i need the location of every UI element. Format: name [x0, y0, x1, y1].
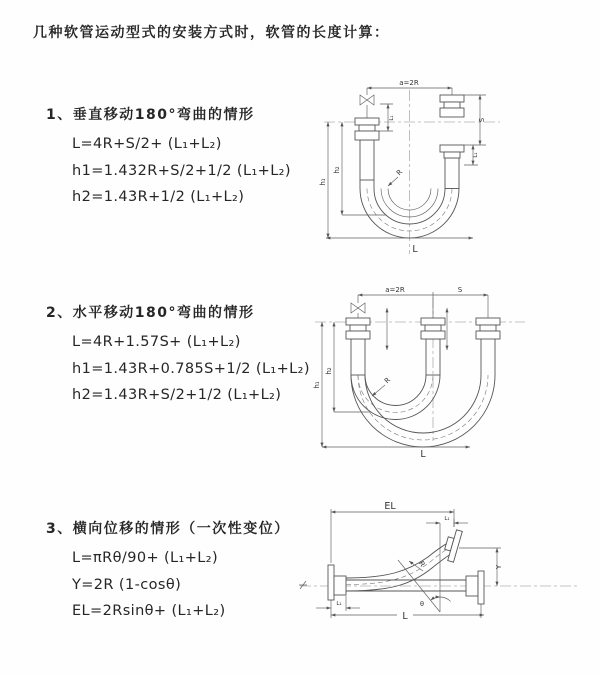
pipe-fittings — [346, 318, 500, 339]
dim-label-h1: h₁ — [319, 178, 327, 186]
braided-hose-section — [360, 140, 374, 180]
formula-line: EL=2Rsinθ+ (L₁+L₂) — [72, 603, 226, 619]
braided-hose-section — [351, 339, 365, 375]
section-heading: 3、横向位移的情形（一次性变位） — [46, 521, 290, 537]
valve-icon — [351, 303, 365, 313]
formula-line: h1=1.43R+0.785S+1/2 (L₁+L₂) — [72, 360, 310, 377]
formula-line: L=4R+1.57S+ (L₁+L₂) — [72, 334, 241, 350]
hose-assembly — [328, 528, 484, 604]
formula-line: h2=1.43R+S/2+1/2 (L₁+L₂) — [72, 387, 282, 403]
dimension-a2r-s — [358, 286, 488, 318]
diagram-lateral-displacement — [296, 501, 598, 647]
dim-label-r: R — [383, 376, 393, 386]
braided-hose-section — [445, 158, 459, 189]
dim-label-a2r: a=2R — [399, 79, 419, 87]
dim-label-l1: L₁ — [389, 115, 395, 121]
dimension-l — [326, 238, 473, 255]
section-heading: 1、垂直移动180°弯曲的情形 — [46, 107, 255, 123]
formula-line: Y=2R (1-cosθ) — [72, 576, 182, 593]
formula-line: h1=1.432R+S/2+1/2 (L₁+L₂) — [72, 162, 291, 179]
dim-label-l1: L₁ — [444, 516, 450, 522]
radius-callout — [372, 376, 392, 396]
dim-label-r: R — [395, 168, 405, 178]
dim-label-l1: L₁ — [473, 152, 479, 158]
angle-construction — [398, 523, 451, 612]
hose-assembly — [351, 339, 495, 447]
dimension-l — [322, 447, 470, 459]
dim-label-el: EL — [384, 501, 396, 512]
left-flange — [328, 565, 334, 600]
diagram-horizontal-180-bend — [310, 281, 588, 463]
page-title: 几种软管运动型式的安装方式时，软管的长度计算： — [33, 25, 390, 41]
dimension-l1-left — [379, 104, 395, 131]
dimension-h1-h2 — [313, 322, 370, 447]
formula-line: h2=1.43R+1/2 (L₁+L₂) — [72, 189, 245, 205]
radius-callout — [388, 168, 404, 186]
right-flange-original-position — [478, 571, 484, 604]
technical-drawing-u-hose-horizontal — [310, 281, 588, 459]
valve-icon — [360, 95, 374, 105]
dimension-s — [464, 95, 486, 165]
upper-flange-displaced-position — [442, 528, 462, 562]
dim-label-h2: h₂ — [333, 166, 341, 174]
dimension-el — [331, 501, 454, 563]
dim-label-l: L — [402, 611, 408, 622]
section-lateral-displacement — [46, 518, 290, 625]
dimension-l — [331, 600, 484, 622]
dim-label-a2r: a=2R — [385, 286, 405, 294]
formula-line: L=4R+S/2+ (L₁+L₂) — [72, 136, 222, 152]
section-heading: 2、水平移动180°弯曲的情形 — [46, 305, 255, 321]
centerlines — [324, 90, 500, 254]
dim-label-s: S — [457, 286, 463, 294]
dim-label-y: Y — [495, 564, 503, 570]
diagram-vertical-180-bend — [318, 74, 590, 264]
radius-callout — [409, 560, 426, 571]
dim-label-theta: θ — [420, 600, 424, 608]
formula-line: L=πRθ/90+ (L₁+L₂) — [72, 550, 219, 566]
dim-label-h1: h₁ — [313, 381, 321, 389]
dim-label-l: L — [420, 449, 426, 459]
dim-label-l: L — [412, 244, 418, 255]
dim-label-r: R — [417, 559, 427, 569]
section-vertical-movement — [46, 104, 291, 211]
section-horizontal-movement — [46, 302, 310, 409]
dim-label-s: S — [478, 117, 486, 123]
dimension-l1-top — [426, 516, 468, 527]
dimension-l1-bottom — [316, 596, 360, 611]
break-mark — [299, 581, 307, 589]
technical-drawing-s-hose-lateral — [296, 501, 598, 643]
technical-drawing-u-hose-vertical — [318, 74, 590, 260]
dim-label-l1: L₁ — [336, 601, 342, 607]
dim-label-h2: h₂ — [325, 367, 333, 375]
